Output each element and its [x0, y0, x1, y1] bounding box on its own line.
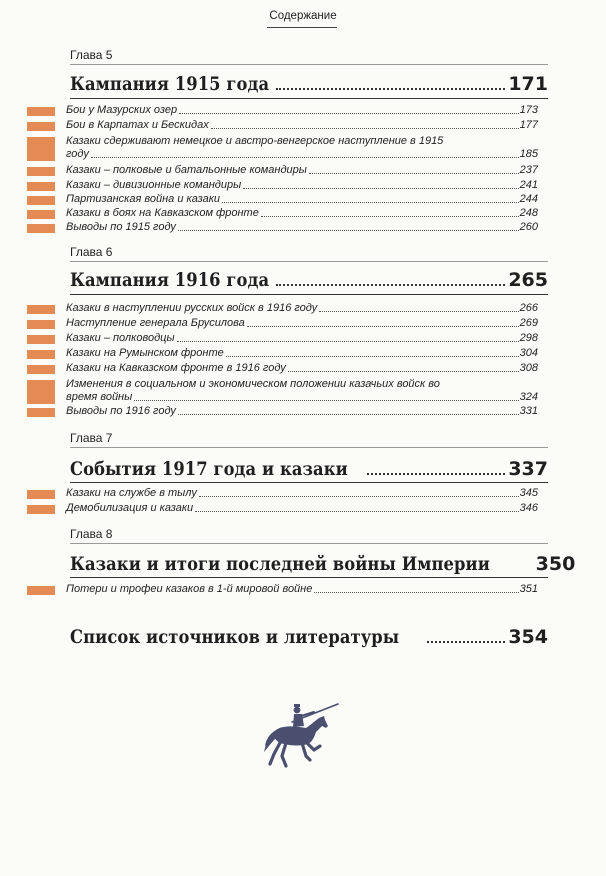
chapter-6-rule: [70, 261, 548, 262]
dot-leader: [288, 371, 519, 372]
running-header: Содержание: [269, 10, 337, 22]
chapter-8-title-rule: [70, 577, 548, 578]
toc-entry[interactable]: [66, 193, 538, 206]
chapter-6-title-rule: [70, 294, 548, 295]
entry-page: 241: [519, 179, 538, 191]
entry-title: Партизанская война и казаки: [66, 193, 221, 205]
chapter-7-page: 337: [508, 458, 548, 480]
toc-entry[interactable]: [66, 119, 538, 132]
toc-entry[interactable]: [66, 405, 538, 418]
entry-marker: [27, 182, 55, 191]
entry-title: Бои в Карпатах и Бескидах: [66, 119, 209, 131]
toc-entry[interactable]: [66, 179, 538, 192]
toc-entry[interactable]: [66, 362, 538, 375]
entry-page: 185: [519, 148, 538, 160]
dot-leader: [178, 230, 519, 231]
entry-page: 331: [519, 405, 538, 417]
dot-leader: [179, 113, 519, 114]
chapter-8-title-link[interactable]: [70, 549, 576, 575]
entry-title: Казаки в наступлении русских войск в 1916 году: [66, 302, 318, 314]
entry-page: 324: [519, 391, 538, 403]
entry-title: Демобилизация и казаки: [66, 502, 194, 514]
chapter-5-page: 171: [508, 73, 548, 95]
chapter-7-title: События 1917 года и казаки: [70, 458, 348, 480]
chapter-8-label: Глава 8: [70, 527, 113, 541]
entry-title: Казаки на Румынском фронте: [66, 347, 224, 359]
entry-page: 269: [519, 317, 538, 329]
dot-leader: [314, 592, 518, 593]
entry-page: 173: [519, 104, 538, 116]
entry-page: 298: [519, 332, 538, 344]
entry-marker: [27, 167, 55, 176]
cossack-rider-icon: [262, 700, 342, 776]
toc-entry[interactable]: [66, 317, 538, 330]
entry-marker: [27, 320, 55, 329]
chapter-8-page: 350: [535, 553, 576, 575]
dot-leader: [367, 473, 505, 475]
toc-entry[interactable]: [66, 207, 538, 220]
dot-leader: [177, 341, 519, 342]
bibliography-title: Список источников и литературы: [70, 626, 400, 648]
bibliography-page: 354: [508, 626, 548, 648]
entry-page: 260: [519, 221, 538, 233]
entry-marker: [27, 408, 55, 417]
entry-marker: [27, 210, 55, 219]
entry-marker: [27, 224, 55, 233]
entry-marker: [27, 335, 55, 344]
toc-entry[interactable]: [66, 583, 538, 596]
entry-page: 266: [519, 302, 538, 314]
chapter-7-title-rule: [70, 482, 548, 483]
running-header-rule: [267, 27, 337, 28]
dot-leader: [211, 128, 519, 129]
toc-entry[interactable]: [66, 502, 538, 515]
entry-title: Выводы по 1915 году: [66, 221, 176, 233]
entry-page: 351: [519, 583, 538, 595]
entry-title-continued: году: [66, 148, 89, 160]
toc-entry[interactable]: [66, 487, 538, 500]
entry-page: 237: [519, 164, 538, 176]
entry-marker: [27, 350, 55, 359]
chapter-5-rule: [70, 64, 548, 65]
entry-title: Изменения в социальном и экономическом положении казачьих войск во: [66, 378, 440, 390]
entry-page: 345: [519, 487, 538, 499]
chapter-6-label: Глава 6: [70, 245, 113, 259]
dot-leader: [199, 496, 519, 497]
entry-page: 308: [519, 362, 538, 374]
dot-leader: [226, 356, 519, 357]
dot-leader: [134, 400, 518, 401]
toc-entry[interactable]: [66, 332, 538, 345]
entry-title: Наступление генерала Брусилова: [66, 317, 245, 329]
chapter-5-title: Кампания 1915 года: [70, 73, 270, 95]
toc-entry[interactable]: [66, 378, 538, 404]
chapter-6-page: 265: [508, 269, 548, 291]
chapter-5-title-link[interactable]: [70, 69, 548, 95]
chapter-6-title: Кампания 1916 года: [70, 269, 270, 291]
entry-page: 346: [519, 502, 538, 514]
dot-leader: [319, 311, 518, 312]
dot-leader: [427, 641, 505, 643]
entry-title: Казаки – полководцы: [66, 332, 175, 344]
entry-marker: [27, 505, 55, 514]
entry-title-continued: время войны: [66, 391, 133, 403]
entry-page: 304: [519, 347, 538, 359]
dot-leader: [91, 157, 519, 158]
entry-marker: [27, 305, 55, 314]
entry-marker: [27, 380, 55, 404]
entry-title: Выводы по 1916 году: [66, 405, 176, 417]
entry-page: 177: [519, 119, 538, 131]
chapter-5-label: Глава 5: [70, 48, 113, 62]
entry-marker: [27, 490, 55, 499]
dot-leader: [247, 326, 519, 327]
entry-title: Казаки на Кавказском фронте в 1916 году: [66, 362, 286, 374]
entry-page: 244: [519, 193, 538, 205]
entry-page: 248: [519, 207, 538, 219]
toc-entry[interactable]: [66, 135, 538, 161]
entry-marker: [27, 196, 55, 205]
entry-marker: [27, 107, 55, 116]
entry-title: Казаки – дивизионные командиры: [66, 179, 242, 191]
entry-title: Казаки в боях на Кавказском фронте: [66, 207, 259, 219]
bibliography-link[interactable]: [70, 622, 548, 648]
entry-title: Казаки сдерживают немецкое и австро-венгерское наступление в 1915: [66, 135, 444, 147]
toc-entry[interactable]: [66, 104, 538, 117]
entry-title: Казаки на службе в тылу: [66, 487, 197, 499]
entry-marker: [27, 586, 55, 595]
toc-entry[interactable]: [66, 347, 538, 360]
dot-leader: [261, 216, 519, 217]
toc-entry[interactable]: [66, 164, 538, 177]
entry-marker: [27, 137, 55, 161]
entry-title: Потери и трофеи казаков в 1-й мировой войне: [66, 583, 313, 595]
dot-leader: [309, 173, 519, 174]
entry-marker: [27, 122, 55, 131]
toc-entry[interactable]: [66, 221, 538, 234]
entry-marker: [27, 365, 55, 374]
dot-leader: [178, 414, 519, 415]
chapter-5-title-rule: [70, 98, 548, 99]
chapter-7-rule: [70, 447, 548, 448]
dot-leader: [195, 511, 519, 512]
dot-leader: [276, 88, 505, 90]
entry-title: Казаки – полковые и батальонные командиры: [66, 164, 307, 176]
dot-leader: [276, 284, 505, 286]
chapter-7-label: Глава 7: [70, 431, 113, 445]
chapter-8-rule: [70, 543, 548, 544]
chapter-6-title-link[interactable]: [70, 265, 548, 291]
dot-leader: [222, 202, 519, 203]
chapter-8-title: Казаки и итоги последней войны Империи: [70, 553, 490, 575]
dot-leader: [243, 188, 518, 189]
entry-title: Бои у Мазурских озер: [66, 104, 178, 116]
toc-entry[interactable]: [66, 302, 538, 315]
chapter-7-title-link[interactable]: [70, 454, 548, 480]
